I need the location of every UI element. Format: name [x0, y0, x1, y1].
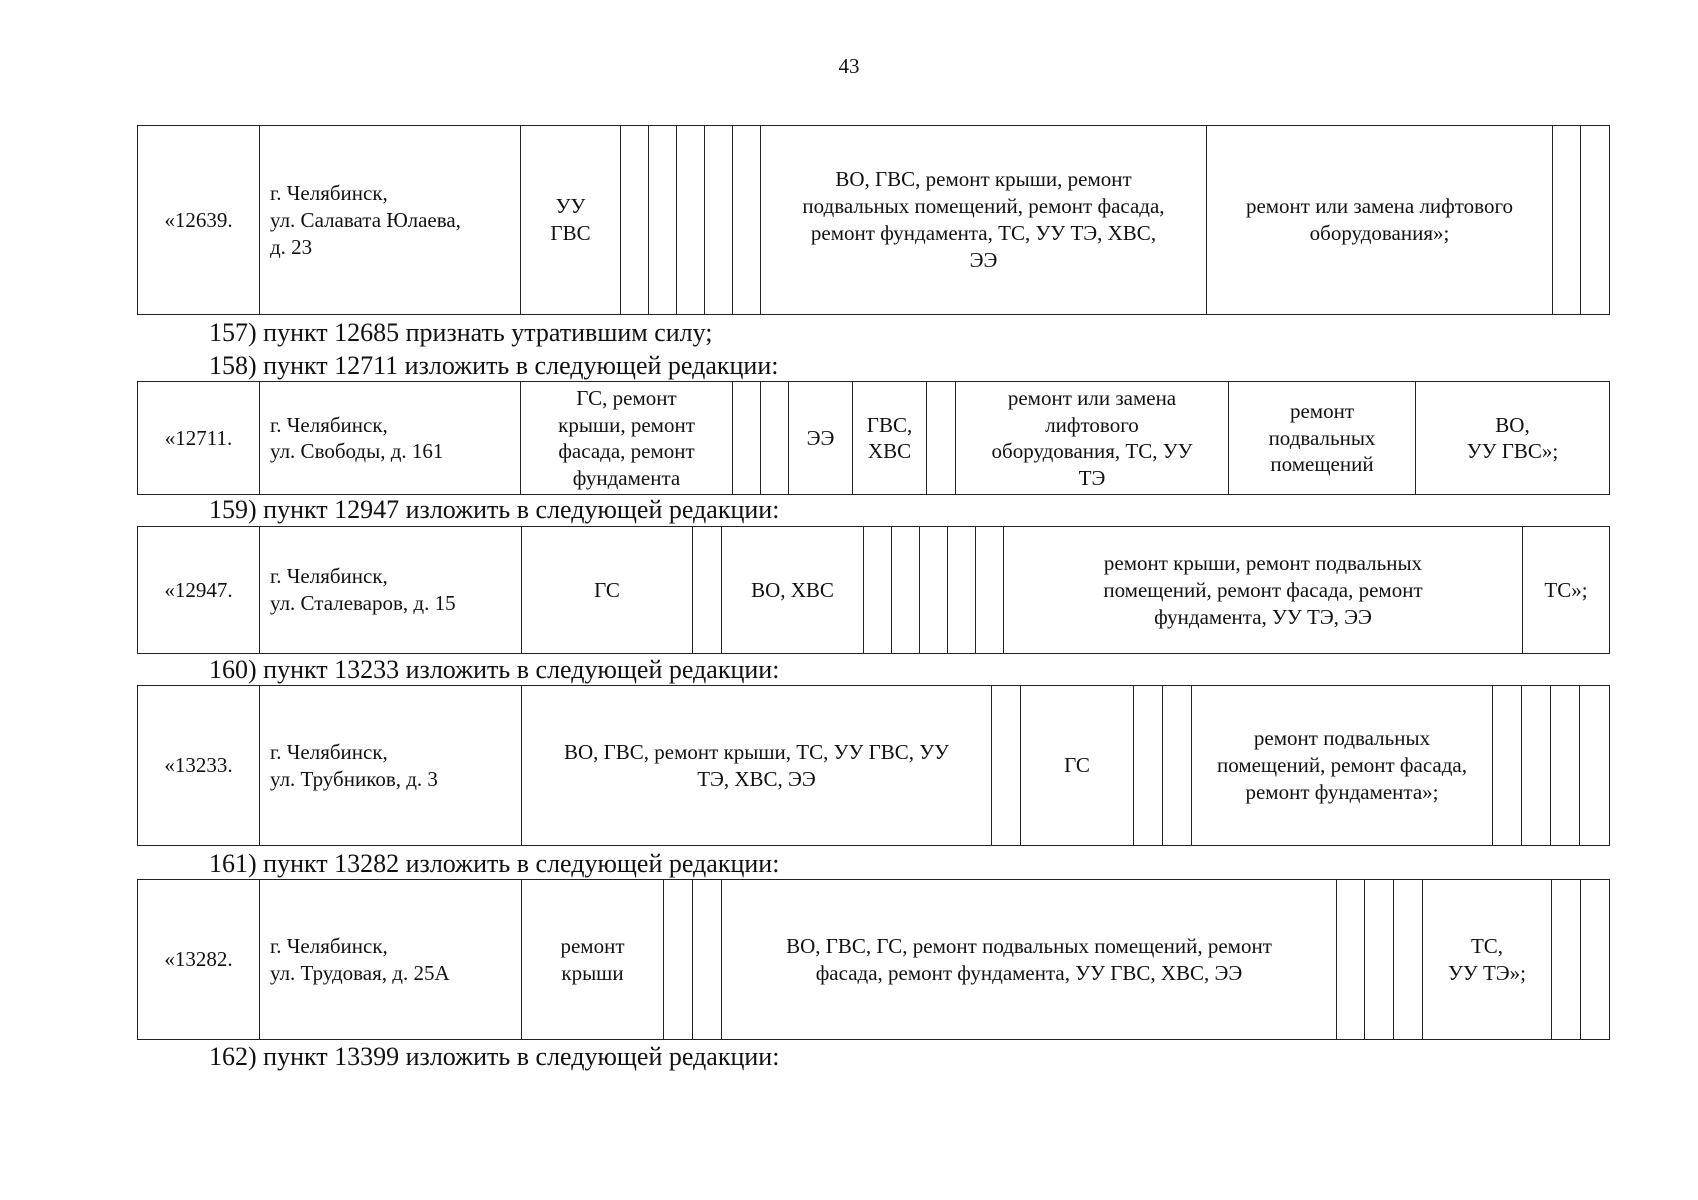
works-cell: ЭЭ — [789, 382, 853, 495]
row-number: «12947. — [138, 527, 260, 654]
address-cell: г. Челябинск, ул. Свободы, д. 161 — [260, 382, 521, 495]
empty-cell — [976, 527, 1004, 654]
works-cell: ГС — [1021, 686, 1134, 846]
table-row-13233 — [137, 685, 1610, 846]
works-cell: ВО, УУ ГВС»; — [1416, 382, 1610, 495]
empty-cell — [1580, 686, 1610, 846]
works-cell: ремонт или замена лифтового оборудования»; — [1207, 126, 1553, 315]
table-row-12639 — [137, 125, 1610, 315]
empty-cell — [1337, 880, 1365, 1040]
empty-cell — [1365, 880, 1394, 1040]
works-cell: ВО, ГВС, ремонт крыши, ремонт подвальных помещений, ремонт фасада, ремонт фундамента, ТС, УУ ТЭ, ХВС, ЭЭ — [761, 126, 1207, 315]
works-cell: ВО, ГВС, ГС, ремонт подвальных помещений, ремонт фасада, ремонт фундамента, УУ ГВС, ХВС, ЭЭ — [722, 880, 1337, 1040]
row-number: «13233. — [138, 686, 260, 846]
empty-cell — [1394, 880, 1423, 1040]
works-cell: ГС — [522, 527, 693, 654]
empty-cell — [621, 126, 649, 315]
table-row-12947 — [137, 526, 1610, 654]
empty-cell — [733, 126, 761, 315]
empty-cell — [1163, 686, 1192, 846]
empty-cell — [677, 126, 705, 315]
empty-cell — [693, 880, 722, 1040]
empty-cell — [1581, 126, 1610, 315]
empty-cell — [1493, 686, 1522, 846]
works-cell: ТС»; — [1523, 527, 1610, 654]
paragraph-161: 161) пункт 13282 изложить в следующей редакции: — [209, 849, 780, 878]
row-number: «12639. — [138, 126, 260, 315]
works-cell: ремонт подвальных помещений, ремонт фасада, ремонт фундамента»; — [1192, 686, 1493, 846]
works-cell: ВО, ХВС — [722, 527, 864, 654]
page-number: 43 — [838, 54, 860, 78]
empty-cell — [864, 527, 892, 654]
works-cell: ГВС, ХВС — [853, 382, 927, 495]
paragraph-160: 160) пункт 13233 изложить в следующей редакции: — [209, 655, 780, 684]
empty-cell — [705, 126, 733, 315]
address-cell: г. Челябинск, ул. Трубников, д. 3 — [260, 686, 522, 846]
works-cell: ремонт или замена лифтового оборудования, ТС, УУ ТЭ — [956, 382, 1229, 495]
address-cell: г. Челябинск, ул. Салавата Юлаева, д. 23 — [260, 126, 521, 315]
paragraph-159: 159) пункт 12947 изложить в следующей редакции: — [209, 495, 780, 524]
empty-cell — [1522, 686, 1551, 846]
empty-cell — [1134, 686, 1163, 846]
row-number: «13282. — [138, 880, 260, 1040]
works-cell: УУ ГВС — [521, 126, 621, 315]
paragraph-158: 158) пункт 12711 изложить в следующей редакции: — [209, 351, 779, 380]
address-cell: г. Челябинск, ул. Трудовая, д. 25А — [260, 880, 522, 1040]
table-row-13282 — [137, 879, 1610, 1040]
empty-cell — [992, 686, 1021, 846]
paragraph-162: 162) пункт 13399 изложить в следующей редакции: — [209, 1042, 780, 1071]
empty-cell — [1581, 880, 1610, 1040]
empty-cell — [1553, 126, 1581, 315]
works-cell: ГС, ремонт крыши, ремонт фасада, ремонт фундамента — [521, 382, 733, 495]
empty-cell — [948, 527, 976, 654]
empty-cell — [733, 382, 761, 495]
empty-cell — [664, 880, 693, 1040]
empty-cell — [892, 527, 920, 654]
works-cell: ВО, ГВС, ремонт крыши, ТС, УУ ГВС, УУ ТЭ, ХВС, ЭЭ — [522, 686, 992, 846]
works-cell: ремонт крыши — [522, 880, 664, 1040]
row-number: «12711. — [138, 382, 260, 495]
works-cell: ремонт подвальных помещений — [1229, 382, 1416, 495]
works-cell: ремонт крыши, ремонт подвальных помещений, ремонт фасада, ремонт фундамента, УУ ТЭ, ЭЭ — [1004, 527, 1523, 654]
works-cell: ТС, УУ ТЭ»; — [1423, 880, 1552, 1040]
paragraph-157: 157) пункт 12685 признать утратившим силу; — [209, 318, 713, 347]
empty-cell — [1551, 686, 1580, 846]
empty-cell — [693, 527, 722, 654]
table-row-12711 — [137, 381, 1610, 495]
empty-cell — [1552, 880, 1581, 1040]
empty-cell — [920, 527, 948, 654]
empty-cell — [927, 382, 956, 495]
address-cell: г. Челябинск, ул. Сталеваров, д. 15 — [260, 527, 522, 654]
empty-cell — [761, 382, 789, 495]
empty-cell — [649, 126, 677, 315]
